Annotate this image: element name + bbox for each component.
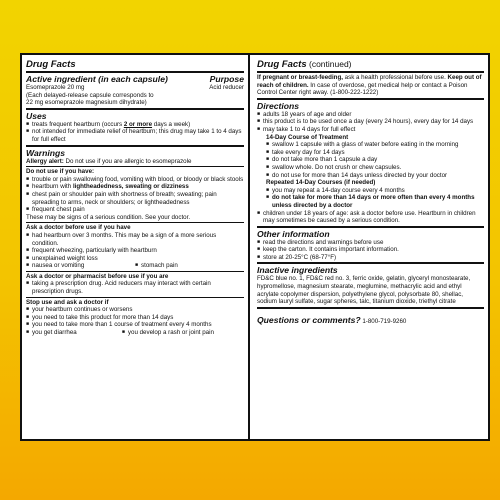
drug-facts-right-column — [252, 55, 488, 439]
warnings-heading: Warnings — [26, 147, 65, 158]
active-ingredient-heading: Active ingredient (in each capsule) — [26, 74, 168, 84]
uses-item-2: ■ not intended for immediate relief of heartburn; this drug may take 1 to 4 days for full effect — [26, 128, 242, 143]
purpose-value: Acid reducer — [209, 84, 244, 91]
active-ingredient-note-1: (Each delayed-release capsule corresponds to — [26, 91, 154, 99]
repeat-course-item-2: ■ do not take for more than 14 days or more often than every 4 months unless directed by a doctor — [266, 194, 475, 209]
active-ingredient-row — [26, 84, 244, 92]
drug-facts-panel — [20, 53, 490, 441]
stop-use-item-1: ■ your heartburn continues or worsens — [26, 306, 133, 314]
directions-item-2: ■ this product is to be used once a day (every 24 hours), every day for 14 days — [257, 118, 474, 126]
stop-use-heading: Stop use and ask a doctor if — [26, 298, 109, 306]
stop-use-item-2: ■ you need to take this product for more than 14 days — [26, 313, 174, 321]
other-info-item-1: ■ read the directions and warnings before use — [257, 238, 384, 246]
repeat-course-heading: Repeated 14-Day Courses (if needed) — [266, 179, 376, 187]
stop-use-item-3: ■ you need to take more than 1 course of treatment every 4 months — [26, 321, 212, 329]
directions-item-1: ■ adults 18 years of age and older — [257, 110, 352, 118]
drug-facts-left-column — [22, 55, 250, 439]
other-info-item-3: ■ store at 20-25°C (68-77°F) — [257, 253, 337, 261]
other-information-heading: Other information — [257, 228, 330, 239]
stop-use-item-4-row — [26, 329, 244, 337]
ask-pharmacist-heading: Ask a doctor or pharmacist before use if you are — [26, 272, 169, 280]
directions-item-3: ■ may take 1 to 4 days for full effect — [257, 125, 356, 133]
drug-facts-title: Drug Facts — [26, 59, 76, 70]
active-ingredient-name: Esomeprazole 20 mg — [26, 84, 85, 91]
do-not-use-heading: Do not use if you have: — [26, 168, 95, 176]
ask-doctor-item-4-row — [26, 262, 244, 270]
stop-use-item-4a: ■ you get diarrhea — [26, 329, 77, 337]
ask-doctor-item-4b: ■ stomach pain — [135, 262, 178, 270]
ask-pharmacist-item-1: ■ taking a prescription drug. Acid reducers may interact with certain prescription drugs. — [26, 280, 211, 296]
do-not-use-item-2: ■ heartburn with lightheadedness, sweating or dizziness — [26, 183, 189, 191]
uses-item-1: ■ treats frequent heartburn (occurs 2 or more days a week) — [26, 120, 191, 128]
ask-doctor-item-3: ■ unexplained weight loss — [26, 254, 98, 262]
course-item-3: ■ do not take more than 1 capsule a day — [266, 156, 378, 164]
other-info-item-2: ■ keep the carton. It contains important information. — [257, 246, 399, 254]
ask-doctor-item-1: ■ had heartburn over 3 months. This may be a sign of a more serious condition. — [26, 231, 217, 247]
do-not-use-item-4: ■ frequent chest pain — [26, 206, 85, 214]
course-item-4: ■ swallow whole. Do not crush or chew capsules. — [266, 163, 402, 171]
repeat-course-item-1: ■ you may repeat a 14-day course every 4 months — [266, 186, 405, 194]
drug-facts-continued-title: Drug Facts (continued) — [257, 59, 352, 70]
inactive-ingredients-heading: Inactive ingredients — [257, 265, 338, 276]
ask-doctor-heading: Ask a doctor before use if you have — [26, 224, 131, 232]
stop-use-item-4b: ■ you develop a rash or joint pain — [121, 329, 214, 337]
active-ingredient-header — [26, 74, 244, 84]
allergy-alert: Allergy alert: Do not use if you are allergic to esomeprazole — [26, 157, 192, 165]
ask-doctor-item-2: ■ frequent wheezing, particularly with heartburn — [26, 247, 157, 255]
do-not-use-note: These may be signs of a serious condition. See your doctor. — [26, 213, 191, 221]
uses-heading: Uses — [26, 110, 47, 121]
directions-item-4: ■ children under 18 years of age: ask a doctor before use. Heartburn in children may sometimes be caused by a serious condition. — [257, 209, 476, 225]
questions-line: Questions or comments? 1-800-719-9260 — [257, 314, 407, 325]
course-item-1: ■ swallow 1 capsule with a glass of water before eating in the morning — [266, 141, 459, 149]
active-ingredient-note-2: 22 mg esomeprazole magnesium dihydrate) — [26, 99, 147, 107]
course-item-5: ■ do not use for more than 14 days unless directed by your doctor — [266, 171, 448, 179]
course-heading: 14-Day Course of Treatment — [266, 133, 349, 141]
pregnancy-warning: If pregnant or breast-feeding, ask a health professional before use. Keep out of reach of children. In case of overdose, get medical help or contact a Poison Control Center right away. (1-800-222-1222) — [257, 74, 482, 97]
directions-heading: Directions — [257, 100, 300, 111]
do-not-use-item-1: ■ trouble or pain swallowing food, vomiting with blood, or bloody or black stools — [26, 175, 244, 183]
purpose-heading: Purpose — [209, 74, 244, 84]
do-not-use-item-3: ■ chest pain or shoulder pain with shortness of breath; sweating; pain spreading to arms, neck or shoulders; or lightheadedness — [26, 190, 217, 206]
course-item-2: ■ take every day for 14 days — [266, 148, 345, 156]
ask-doctor-item-4a: ■ nausea or vomiting — [26, 262, 85, 270]
inactive-ingredients-text: FD&C blue no. 1, FD&C red no. 3, ferric oxide, gelatin, glyceryl monostearate, hypromellose, magnesium stearate, meglumine, methacrylic acid and ethyl acrylate copolymer dispersion, polyethylene glycol, polysorbate 80, shellac, sodium lauryl sulfate, sugar spheres, talc, titanium dioxide, triethyl citrate — [257, 275, 471, 306]
